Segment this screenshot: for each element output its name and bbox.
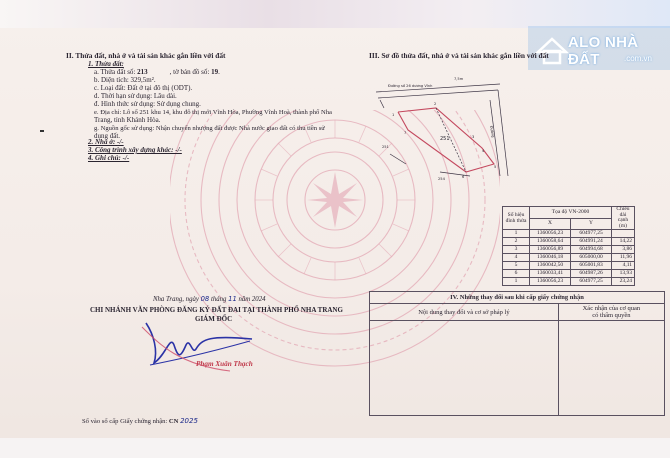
section-2-title: II. Thửa đất, nhà ở và tài sản khác gắn liền với đất (66, 51, 226, 60)
coordinate-cell-no: 2 (503, 238, 530, 246)
coordinate-cell-y: 605000,00 (571, 254, 612, 262)
coordinate-cell-y: 604987,26 (571, 270, 612, 278)
coordinate-cell-x: 1360033,41 (530, 270, 571, 278)
coordinate-cell-x: 1360056,23 (530, 230, 571, 238)
coordinate-cell-len: 3,86 (612, 246, 635, 254)
coordinate-row (503, 230, 635, 238)
area-line: b. Diện tích: 329,5m². (94, 76, 156, 84)
sheet-number: 19 (211, 68, 219, 76)
coordinate-table (502, 206, 635, 286)
director-title: GIÁM ĐỐC (195, 315, 233, 323)
col-vertex-header: Số hiệu đỉnh thửa (503, 207, 530, 230)
coordinate-cell-x: 1360046,18 (530, 254, 571, 262)
col-coords-header: Tọa độ VN-2000 (530, 207, 612, 219)
coordinate-cell-no: 1 (503, 230, 530, 238)
section-3-title: III. Sơ đồ thửa đất, nhà ở và tài sản khác gắn liền với đất (369, 51, 549, 60)
sketch-street-label: Đường số 26 dương Vĩnh (388, 84, 433, 88)
coordinate-cell-x: 1360058,64 (530, 238, 571, 246)
vertex-4: 4 (482, 149, 485, 153)
land-type-line: c. Loại đất: Đất ở tại đô thị (ODT). (94, 84, 193, 92)
register-number: 2025 (180, 417, 198, 425)
parcel-sketch (370, 72, 510, 182)
house-line: 2. Nhà ở: -/- (88, 138, 124, 146)
changes-confirm-cell (558, 321, 664, 416)
coordinate-row (503, 262, 635, 270)
coordinate-cell-y: 604977,25 (571, 278, 612, 286)
construction-line: 3. Công trình xây dựng khác: -/- (88, 146, 182, 154)
sheet-prefix: , tờ bản đồ số: (169, 68, 212, 76)
coordinate-cell-len: 11,96 (612, 254, 635, 262)
notes-line: 4. Ghi chú: -/- (88, 154, 130, 162)
vertex-1: 1 (392, 113, 395, 117)
sketch-lot-bottom: 254 (438, 177, 445, 181)
coordinate-cell-len: 13,93 (612, 270, 635, 278)
changes-col-confirm: Xác nhận của cơ quan có thẩm quyền (558, 304, 664, 321)
col-y-header: Y (571, 218, 612, 230)
address-line-2: Trang, tỉnh Khánh Hòa. (94, 116, 161, 124)
coordinate-cell-y: 604991,24 (571, 238, 612, 246)
sketch-lot-left: 251 (382, 145, 389, 149)
agency-name: CHI NHÁNH VĂN PHÒNG ĐĂNG KÝ ĐẤT ĐAI TẠI THÀNH PHỐ NHA TRANG (90, 306, 343, 314)
coordinate-cell-x: 1360056,23 (530, 278, 571, 286)
sketch-lot-number: 251 (440, 136, 450, 142)
margin-tick (40, 130, 44, 132)
vertex-6: 6 (462, 175, 465, 179)
register-line: Số vào sổ cấp Giấy chứng nhận: CN 2025 (82, 417, 198, 425)
vertex-3: 3 (472, 135, 475, 139)
coordinate-cell-no: 6 (503, 270, 530, 278)
coordinate-row (503, 254, 635, 262)
origin-line-1: g. Nguồn gốc sử dụng: Nhận chuyển nhượng đất được Nhà nước giao đất có thu tiền sử (94, 125, 325, 132)
changes-col-content: Nội dung thay đổi và cơ sở pháp lý (370, 304, 559, 321)
changes-title: IV. Những thay đổi sau khi cấp giấy chứng nhận (370, 292, 665, 304)
coordinate-cell-no: 5 (503, 262, 530, 270)
coordinate-cell-len: 23,24 (612, 278, 635, 286)
origin-line-2: dụng đất. (94, 132, 121, 140)
address-line-1: e. Địa chỉ: Lô số 251 khu 14, khu đô thị mới Vĩnh Hòa, Phường Vĩnh Hoà, thành phố Nha (94, 109, 332, 116)
register-prefix: CN (168, 418, 179, 425)
coordinate-cell-y: 604994,68 (571, 246, 612, 254)
duration-line: d. Thời hạn sử dụng: Lâu dài. (94, 92, 177, 100)
coordinate-row (503, 270, 635, 278)
watermark-brand: ALO NHÀ ĐẤT (568, 34, 639, 68)
vertex-7: 7 (404, 131, 407, 135)
parcel-prefix: a. Thửa đất số: (94, 68, 138, 76)
vertex-5: 5 (494, 165, 497, 169)
sketch-side-label: Đường (489, 125, 496, 138)
issue-month: 11 (228, 295, 237, 303)
coordinate-row (503, 246, 635, 254)
coordinate-cell-no: 4 (503, 254, 530, 262)
issue-date: Nha Trang, ngày 08 tháng 11 năm 2024 (153, 295, 266, 303)
parcel-number: 213 (137, 68, 148, 76)
watermark-domain: .com.vn (624, 54, 653, 63)
issue-day: 08 (200, 295, 210, 303)
col-length-header: Chiều dài cạnh (m) (612, 207, 635, 230)
signer-name: Phạm Xuân Thạch (196, 360, 253, 368)
top-band (0, 0, 670, 28)
coordinate-cell-x: 1360042,50 (530, 262, 571, 270)
sketch-width-label: 7,5m (454, 77, 464, 81)
bottom-band (0, 438, 670, 458)
coordinate-row (503, 238, 635, 246)
coordinate-row (503, 278, 635, 286)
coordinate-cell-len (612, 230, 635, 238)
coordinate-cell-no: 1 (503, 278, 530, 286)
coordinate-cell-len: 4,11 (612, 262, 635, 270)
coordinate-cell-no: 3 (503, 246, 530, 254)
col-x-header: X (530, 218, 571, 230)
coordinate-cell-x: 1360056,89 (530, 246, 571, 254)
vertex-2: 2 (434, 102, 437, 106)
coordinate-cell-y: 605001,83 (571, 262, 612, 270)
coordinate-cell-len: 14,22 (612, 238, 635, 246)
coordinate-cell-y: 604977,25 (571, 230, 612, 238)
parcel-line: a. Thửa đất số: 213 , tờ bản đồ số: 19. (94, 68, 220, 76)
form-line: đ. Hình thức sử dụng: Sử dụng chung. (94, 100, 201, 108)
changes-content-cell (370, 321, 559, 416)
changes-table (369, 291, 665, 416)
land-heading: 1. Thửa đất: (88, 60, 124, 68)
